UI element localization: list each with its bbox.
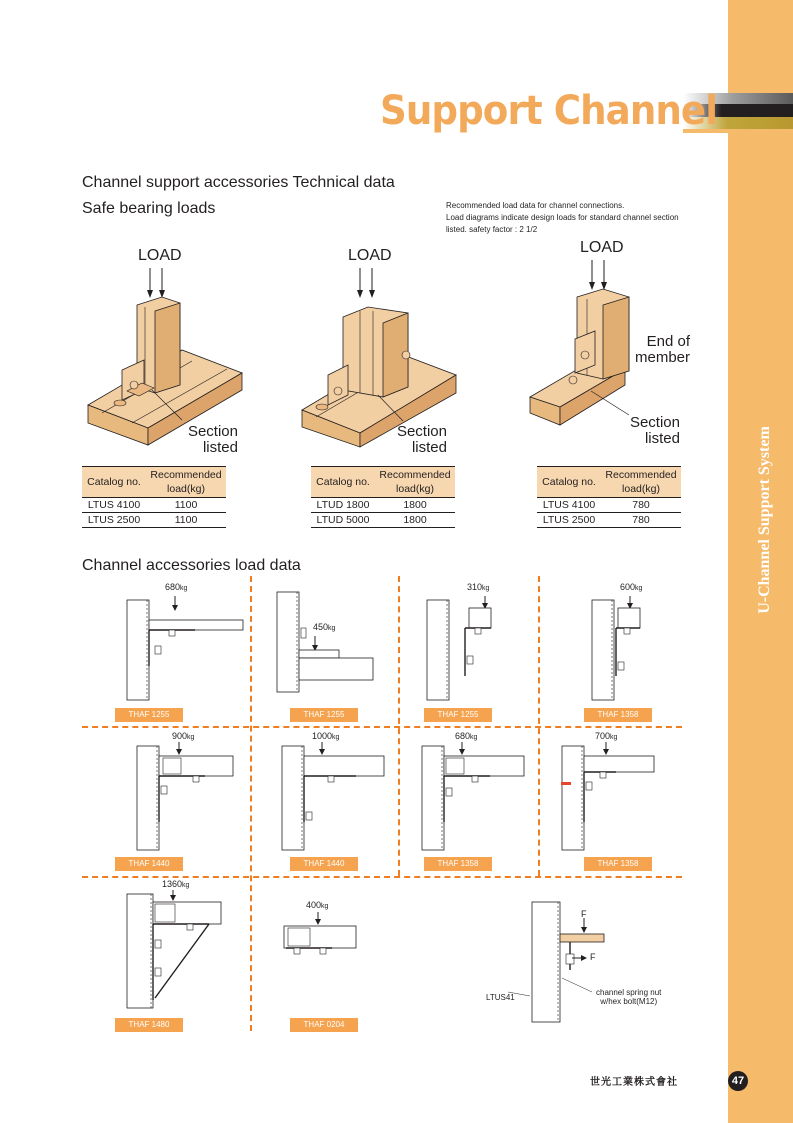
section-title-technical: Channel support accessories Technical data: [82, 174, 395, 191]
load-table-1: [82, 466, 226, 528]
model-tag: THAF 1255: [290, 708, 358, 722]
col-header-catalog: Catalog no.: [82, 467, 146, 498]
bracket-drawing: [275, 590, 385, 702]
bracket-drawing: [282, 912, 362, 962]
load-label: LOAD: [138, 247, 182, 264]
grid-divider: [82, 726, 682, 728]
table-row: LTUS 2500 1100: [82, 513, 226, 528]
load-label: LOAD: [348, 247, 392, 264]
force-label: F: [581, 909, 587, 919]
table-row: LTUD 1800 1800: [311, 498, 455, 513]
page-title: Support Channel: [380, 88, 718, 134]
page-number: 47: [728, 1071, 748, 1091]
load-value: 680kg: [165, 582, 188, 592]
bracket-drawing: [135, 742, 235, 852]
note-line: listed. safety factor : 2 1/2: [446, 225, 538, 234]
model-tag: THAF 1255: [424, 708, 492, 722]
model-tag: THAF 1358: [424, 857, 492, 871]
grid-divider: [82, 876, 682, 878]
company-name: 世光工業株式會社: [590, 1077, 678, 1088]
load-value: 900kg: [172, 731, 195, 741]
load-value: 1000kg: [312, 731, 340, 741]
section-listed-label: Section listed: [187, 423, 238, 456]
table-row: LTUD 5000 1800: [311, 513, 455, 528]
load-value: 700kg: [595, 731, 618, 741]
load-value: 450kg: [313, 622, 336, 632]
load-label: LOAD: [580, 239, 624, 256]
spring-nut-label: channel spring nut w/hex bolt(M12): [596, 988, 662, 1006]
col-header-catalog: Catalog no.: [311, 467, 375, 498]
model-tag: THAF 1440: [290, 857, 358, 871]
note-line: Load diagrams indicate design loads for standard channel section: [446, 213, 679, 222]
col-header-catalog: Catalog no.: [537, 467, 601, 498]
bracket-drawing: [280, 742, 390, 852]
col-header-load: Recommended load(kg): [601, 467, 681, 498]
load-value: 1360kg: [162, 879, 190, 889]
bracket-drawing: [425, 596, 525, 702]
load-value: 680kg: [455, 731, 478, 741]
bracket-drawing: [125, 890, 235, 1010]
model-tag: THAF 1358: [584, 857, 652, 871]
end-of-member-label: End of member: [634, 333, 690, 366]
model-tag: THAF 1440: [115, 857, 183, 871]
load-table-3: [537, 466, 681, 528]
bracket-drawing: [420, 742, 530, 852]
load-value: 400kg: [306, 900, 329, 910]
section-title-load-data: Channel accessories load data: [82, 557, 301, 574]
model-tag: THAF 1480: [115, 1018, 183, 1032]
model-tag: THAF 1358: [584, 708, 652, 722]
bracket-drawing: [560, 742, 670, 852]
table-row: LTUS 2500 780: [537, 513, 681, 528]
col-header-load: Recommended load(kg): [375, 467, 455, 498]
note-line: Recommended load data for channel connections.: [446, 201, 625, 210]
section-listed-label: Section listed: [629, 414, 680, 447]
section-listed-label: Section listed: [396, 423, 447, 456]
table-row: LTUS 4100 1100: [82, 498, 226, 513]
load-value: 600kg: [620, 582, 643, 592]
model-tag: THAF 0204: [290, 1018, 358, 1032]
side-title: U-Channel Support System: [756, 426, 773, 614]
bracket-drawing: [590, 596, 690, 702]
grid-divider: [250, 576, 252, 1031]
force-label: F: [590, 952, 596, 962]
load-value: 310kg: [467, 582, 490, 592]
col-header-load: Recommended load(kg): [146, 467, 226, 498]
section-subtitle-bearing: Safe bearing loads: [82, 200, 216, 217]
load-table-2: [311, 466, 455, 528]
model-tag: THAF 1255: [115, 708, 183, 722]
channel-label: LTUS41: [486, 993, 515, 1002]
bracket-drawing: [125, 596, 245, 702]
table-row: LTUS 4100 780: [537, 498, 681, 513]
